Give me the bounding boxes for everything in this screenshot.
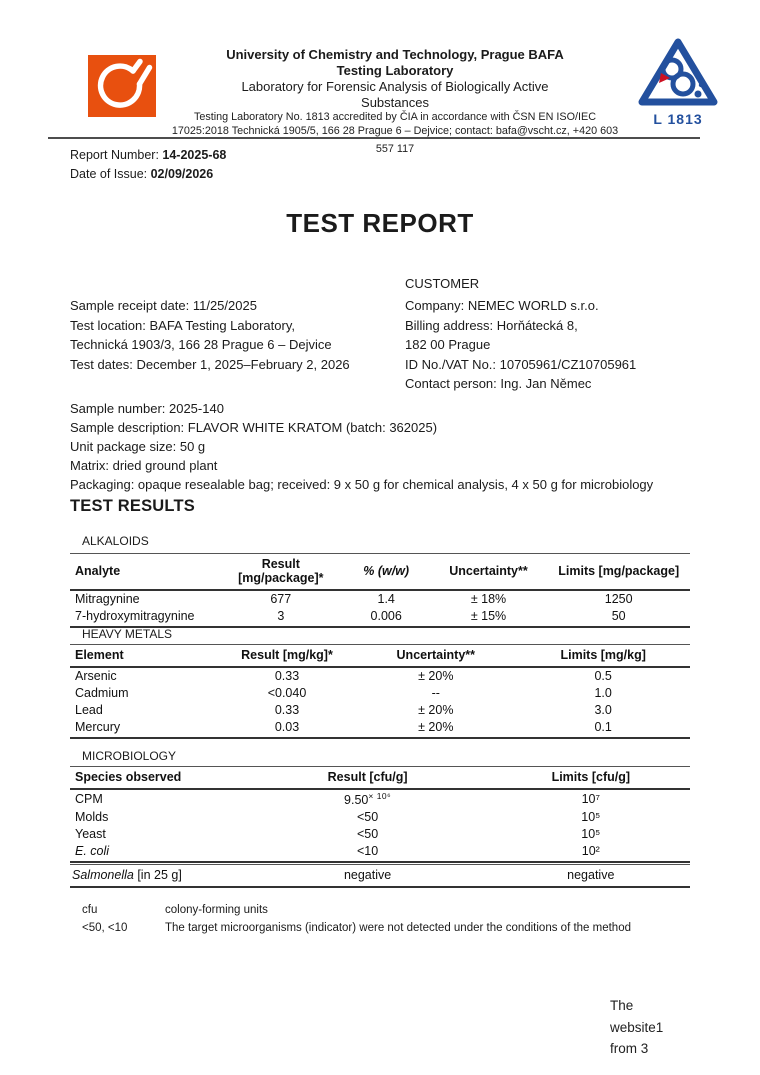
col-header: Analyte	[70, 554, 219, 591]
col-header: % (w/w)	[343, 554, 430, 591]
heavy-metals-section-label: HEAVY METALS	[82, 627, 173, 641]
result-value: 3	[219, 608, 343, 627]
uncertainty-value: ± 20%	[418, 703, 454, 717]
issue-date-label: Date of Issue:	[70, 166, 151, 181]
col-header: Uncertainty**	[355, 645, 516, 668]
uncertainty-value: ± 18%	[470, 592, 507, 606]
packaging: Packaging: opaque resealable bag; received: 9 x 50 g for chemical analysis, 4 x 50 g for microbiology	[70, 477, 654, 492]
sample-receipt-date: Sample receipt date: 11/25/2025	[70, 298, 257, 313]
species-name	[70, 865, 244, 888]
page-title: TEST REPORT	[286, 208, 474, 238]
footnote-term: cfu	[82, 904, 98, 916]
test-info-block	[70, 296, 350, 374]
result-value: 0.33	[274, 703, 300, 717]
footnotes	[82, 901, 631, 937]
uncertainty-value: ± 20%	[418, 669, 454, 683]
table-row	[70, 789, 690, 809]
lab-name-line1: Laboratory for Forensic Analysis of Biologically Active	[241, 79, 549, 94]
page-number-line: website1	[610, 1019, 664, 1035]
table-row	[70, 590, 690, 608]
limit-value: 10²	[492, 843, 690, 862]
footnote-definition: colony-forming units	[165, 904, 268, 916]
table-row	[70, 608, 690, 627]
limit-value: 10⁵	[581, 827, 601, 842]
element-name: Lead	[75, 703, 103, 717]
page-number-line: The	[610, 998, 634, 1013]
col-header: Result [mg/kg]*	[219, 645, 355, 668]
species-name: CPM	[75, 792, 103, 807]
analyte-name: 7-hydroxymitragynine	[70, 608, 219, 627]
col-header: Limits [mg/package]	[547, 554, 690, 591]
result-value	[244, 789, 492, 809]
report-meta	[70, 146, 226, 183]
limit-value: 50	[547, 608, 690, 627]
result-value: 0.33	[274, 669, 300, 683]
microbiology-header-row	[70, 767, 690, 790]
analyte-name: Mitragynine	[75, 592, 140, 606]
result-exponent: × 10⁶	[368, 791, 392, 801]
col-header: Element	[70, 645, 219, 668]
page-number	[610, 995, 663, 1060]
result-value: <50	[356, 827, 379, 842]
header-titles	[165, 47, 625, 138]
footnote-definition: The target microorganisms (indicator) were not detected under the conditions of the method	[165, 922, 631, 934]
result-value: <10	[244, 843, 492, 862]
org-name-line2: Testing Laboratory	[336, 63, 454, 78]
uncertainty-value: ± 20%	[355, 719, 516, 738]
table-row	[70, 865, 690, 888]
result-value: 677	[270, 592, 292, 606]
table-row	[70, 826, 690, 843]
sample-number: Sample number: 2025-140	[70, 401, 224, 416]
accreditation-line3: 557 117	[375, 143, 415, 155]
result-value: negative	[244, 865, 492, 888]
test-location-line2: Technická 1903/3, 166 28 Prague 6 – Dejvice	[70, 337, 332, 352]
customer-block	[405, 296, 636, 394]
limit-value: 1.0	[594, 686, 612, 700]
heavy-metals-header-row	[70, 645, 690, 668]
sample-description: Sample description: FLAVOR WHITE KRATOM (batch: 362025)	[70, 420, 438, 435]
customer-heading: CUSTOMER	[405, 276, 480, 291]
footnote-term: <50, <10	[82, 922, 128, 934]
col-header: Result [cfu/g]	[244, 767, 492, 790]
customer-company: Company: NEMEC WORLD s.r.o.	[405, 298, 599, 313]
org-name-line1: University of Chemistry and Technology, Prague BAFA	[226, 47, 564, 62]
lab-name-line2: Substances	[361, 95, 429, 110]
customer-city: 182 00 Prague	[405, 337, 491, 352]
col-header: Limits [mg/kg]	[516, 645, 690, 668]
result-value: <50	[356, 810, 379, 825]
col-header: Result [mg/package]*	[219, 554, 343, 591]
uct-prague-logo	[88, 55, 156, 122]
col-header: Uncertainty**	[430, 554, 548, 591]
page-number-line: from 3	[610, 1041, 649, 1056]
limit-value: 0.1	[516, 719, 690, 738]
element-name: Arsenic	[75, 669, 117, 683]
report-number-label: Report Number:	[70, 148, 163, 162]
issue-date-line	[70, 165, 226, 184]
header-divider	[48, 137, 700, 139]
limit-value: negative	[492, 865, 690, 888]
limit-value: 3.0	[594, 703, 612, 717]
salmonella-table	[70, 864, 690, 888]
result-value: 0.03	[219, 719, 355, 738]
test-results-heading: TEST RESULTS	[70, 497, 195, 515]
species-name: Yeast	[75, 827, 106, 842]
element-name: Mercury	[70, 719, 219, 738]
heavy-metals-table	[70, 644, 690, 739]
result-base: 9.50	[344, 793, 369, 808]
percent-value: 0.006	[343, 608, 430, 627]
table-row	[70, 702, 690, 719]
uncertainty-value: --	[431, 686, 440, 700]
col-header: Limits [cfu/g]	[492, 767, 690, 790]
limit-value: 10⁵	[581, 810, 601, 825]
alkaloids-header-row	[70, 554, 690, 591]
table-row	[70, 809, 690, 826]
limit-value: 1250	[604, 592, 633, 606]
customer-billing-address: Billing address: Horňátecká 8,	[405, 317, 578, 333]
customer-vat: ID No./VAT No.: 10705961/CZ10705961	[405, 356, 637, 372]
table-row	[70, 685, 690, 702]
salmonella-qualifier: [in 25 g]	[133, 868, 182, 882]
test-location-line1: Test location: BAFA Testing Laboratory,	[70, 317, 295, 333]
table-row	[70, 667, 690, 685]
issue-date-value: 02/09/2026	[150, 166, 214, 181]
accreditation-line2: 17025:2018 Technická 1905/5, 166 28 Prague 6 – Dejvice; contact: bafa@vscht.cz, +420 603	[171, 124, 619, 137]
customer-contact: Contact person: Ing. Jan Němec	[405, 376, 592, 391]
flask-icon	[88, 55, 156, 117]
cia-mark-label: L 1813	[653, 111, 703, 127]
result-value: <0.040	[267, 686, 307, 700]
unit-package-size: Unit package size: 50 g	[70, 439, 206, 454]
cia-triangle-icon	[635, 36, 721, 108]
accreditation-line1: Testing Laboratory No. 1813 accredited by ČIA in accordance with ČSN EN ISO/IEC	[193, 111, 597, 123]
uncertainty-value: ± 15%	[430, 608, 548, 627]
cia-accreditation-logo	[632, 36, 724, 127]
salmonella-name: Salmonella	[72, 868, 134, 882]
report-number-line	[70, 146, 226, 165]
species-name: Molds	[75, 810, 109, 825]
test-dates: Test dates: December 1, 2025–February 2, 2026	[70, 356, 350, 372]
table-row	[70, 843, 690, 862]
microbiology-table	[70, 766, 690, 863]
limit-value: 10⁷	[581, 792, 601, 807]
sample-block	[70, 399, 653, 494]
limit-value: 0.5	[594, 669, 612, 683]
element-name: Cadmium	[75, 686, 129, 700]
report-number-value: 14-2025-68	[162, 148, 227, 162]
footnote-row	[82, 919, 631, 937]
species-name: E. coli	[70, 843, 244, 862]
matrix: Matrix: dried ground plant	[70, 458, 218, 473]
alkaloids-section-label: ALKALOIDS	[82, 534, 149, 548]
percent-value: 1.4	[377, 592, 395, 606]
col-header: Species observed	[70, 767, 244, 790]
table-row	[70, 719, 690, 738]
alkaloids-table	[70, 553, 690, 628]
footnote-row	[82, 901, 631, 919]
microbiology-section-label: MICROBIOLOGY	[82, 749, 177, 763]
